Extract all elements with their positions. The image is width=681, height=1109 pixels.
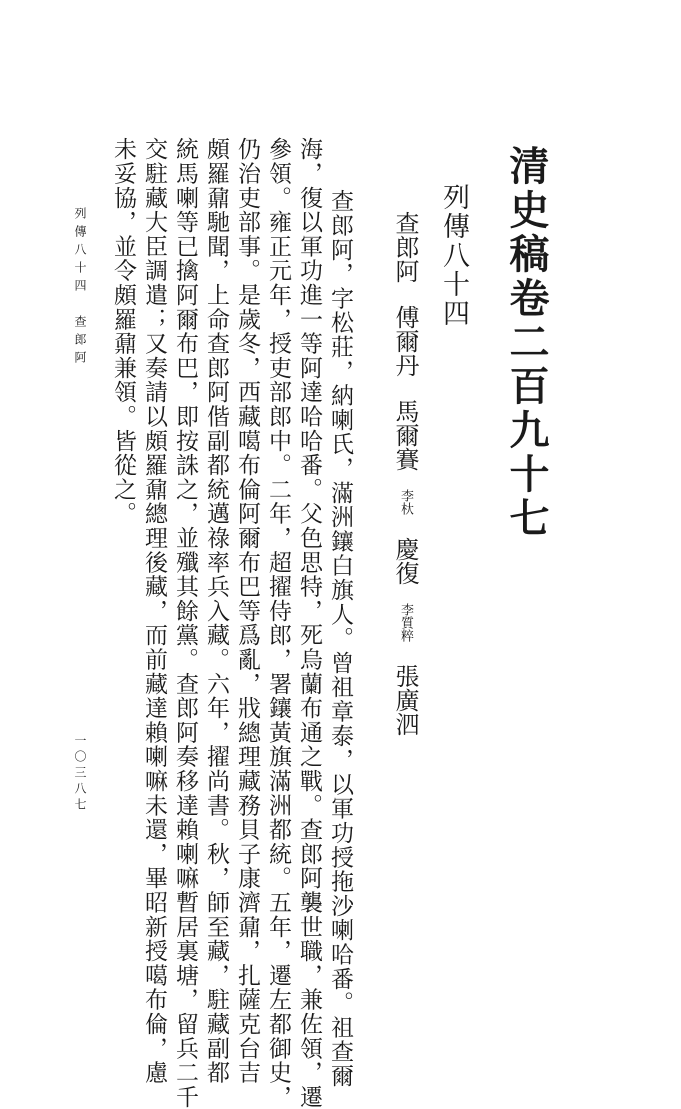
body-column-2: 海，復以軍功進一等阿達哈哈番。父色思特，死烏蘭布通之戰。查郎阿襲世職，兼佐領，遷: [296, 137, 322, 1109]
name-2: 傅爾丹: [391, 305, 419, 377]
page-number: 一〇三八七: [73, 734, 87, 814]
body-column-3: 參領。雍正元年，授吏部郎中。二年，超擢侍郎，署鑲黃旗滿洲都統。五年，遷左都御史，: [265, 137, 291, 1109]
body-column-1: 查郎阿，字松莊，納喇氏，滿洲鑲白旗人。曾祖章泰，以軍功授拖沙喇哈番。祖查爾: [327, 189, 353, 1089]
name-4: 慶復: [391, 537, 419, 585]
name-3-appendix: 李杕: [398, 489, 413, 515]
body-column-7: 交駐藏大臣調遣；又奏請以頗羅鼐總理後藏，而前藏達賴喇嘛未還，畢昭新授噶布倫，慮: [141, 137, 167, 1085]
chapter-title: 列傳八十四: [438, 183, 469, 328]
running-head: 列傳八十四 查郎阿: [73, 207, 87, 369]
body-column-8: 未妥協，並令頗羅鼐兼領。皆從之。: [110, 137, 136, 526]
name-3: 馬爾賽: [391, 399, 419, 471]
body-column-6: 統馬喇等已擒阿爾布巴，即按誅之，並殲其餘黨。查郎阿奏移達賴喇嘛暫居裏塘，留兵二千: [172, 137, 198, 1109]
body-column-5: 頗羅鼐馳聞，上命查郎阿偕副都統邁祿率兵入藏。六年，擢尚書。秋，師至藏，駐藏副都: [203, 137, 229, 1085]
name-1: 查郎阿: [391, 211, 419, 283]
biography-names: [393, 211, 417, 736]
name-5: 張廣泗: [391, 664, 419, 736]
volume-title: 清史稿卷二百九十七: [503, 145, 550, 541]
body-column-4: 仍治吏部事。是歲冬，西藏噶布倫阿爾布巴等爲亂，戕總理藏務貝子康濟鼐，扎薩克台吉: [234, 137, 260, 1085]
name-4-appendix: 李質粹: [398, 603, 413, 642]
